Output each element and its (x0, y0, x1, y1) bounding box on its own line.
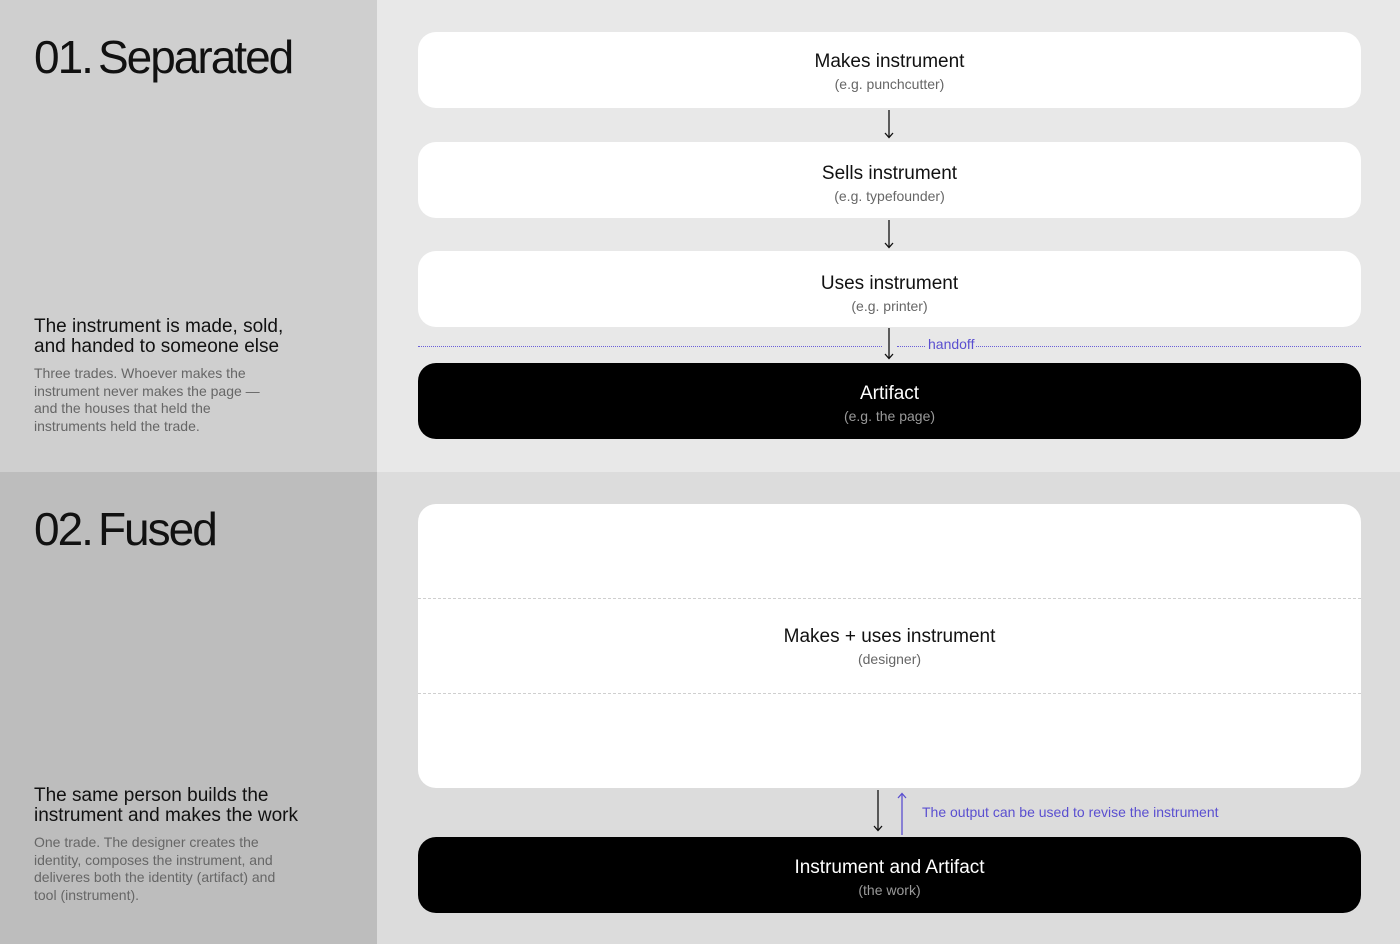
result-title: Instrument and Artifact (794, 857, 985, 878)
section-description: One trade. The designer creates the identity, composes the instrument, and deliveres both the identity (artifact) and tool (instrument). (34, 834, 276, 903)
step-title: Uses instrument (820, 273, 959, 294)
step-makes-instrument (418, 32, 1361, 108)
step-title: Sells instrument (821, 163, 958, 184)
arrow-down-icon (884, 327, 894, 361)
section-title (34, 30, 292, 84)
artifact-box (418, 363, 1361, 439)
instrument-artifact-box (418, 837, 1361, 913)
section-number: 02. (34, 503, 92, 555)
step-uses-instrument (418, 251, 1361, 327)
arrow-down-icon (873, 789, 883, 833)
combined-title: Makes + uses instrument (783, 626, 996, 647)
step-subtitle: (e.g. printer) (851, 298, 928, 314)
section-number: 01. (34, 31, 92, 83)
section-title (34, 502, 216, 556)
step-subtitle: (e.g. typefounder) (834, 188, 945, 204)
section-heading: The instrument is made, sold, and handed to someone else (34, 316, 284, 357)
artifact-title: Artifact (859, 383, 920, 404)
combined-subtitle: (designer) (857, 651, 922, 667)
sidebar-separated (0, 0, 377, 472)
arrow-up-icon (897, 792, 907, 836)
section-title-text: Separated (97, 31, 293, 83)
section-description: Three trades. Whoever makes the instrument never makes the page — and the houses that held the instruments held the trade. (34, 365, 260, 434)
artifact-subtitle: (e.g. the page) (843, 408, 936, 424)
combined-role-box (418, 504, 1361, 788)
sidebar-fused (0, 472, 377, 944)
step-sells-instrument (418, 142, 1361, 218)
handoff-line (418, 346, 882, 347)
step-title: Makes instrument (814, 51, 965, 72)
feedback-label: The output can be used to revise the instrument (922, 804, 1219, 820)
arrow-down-icon (884, 108, 894, 140)
step-subtitle: (e.g. punchcutter) (834, 76, 945, 92)
section-heading: The same person builds the instrument and makes the work (34, 785, 299, 826)
divider (418, 693, 1361, 694)
divider (418, 598, 1361, 599)
result-subtitle: (the work) (858, 882, 921, 898)
handoff-label: handoff (928, 336, 975, 352)
section-title-text: Fused (97, 503, 216, 555)
arrow-down-icon (884, 218, 894, 250)
